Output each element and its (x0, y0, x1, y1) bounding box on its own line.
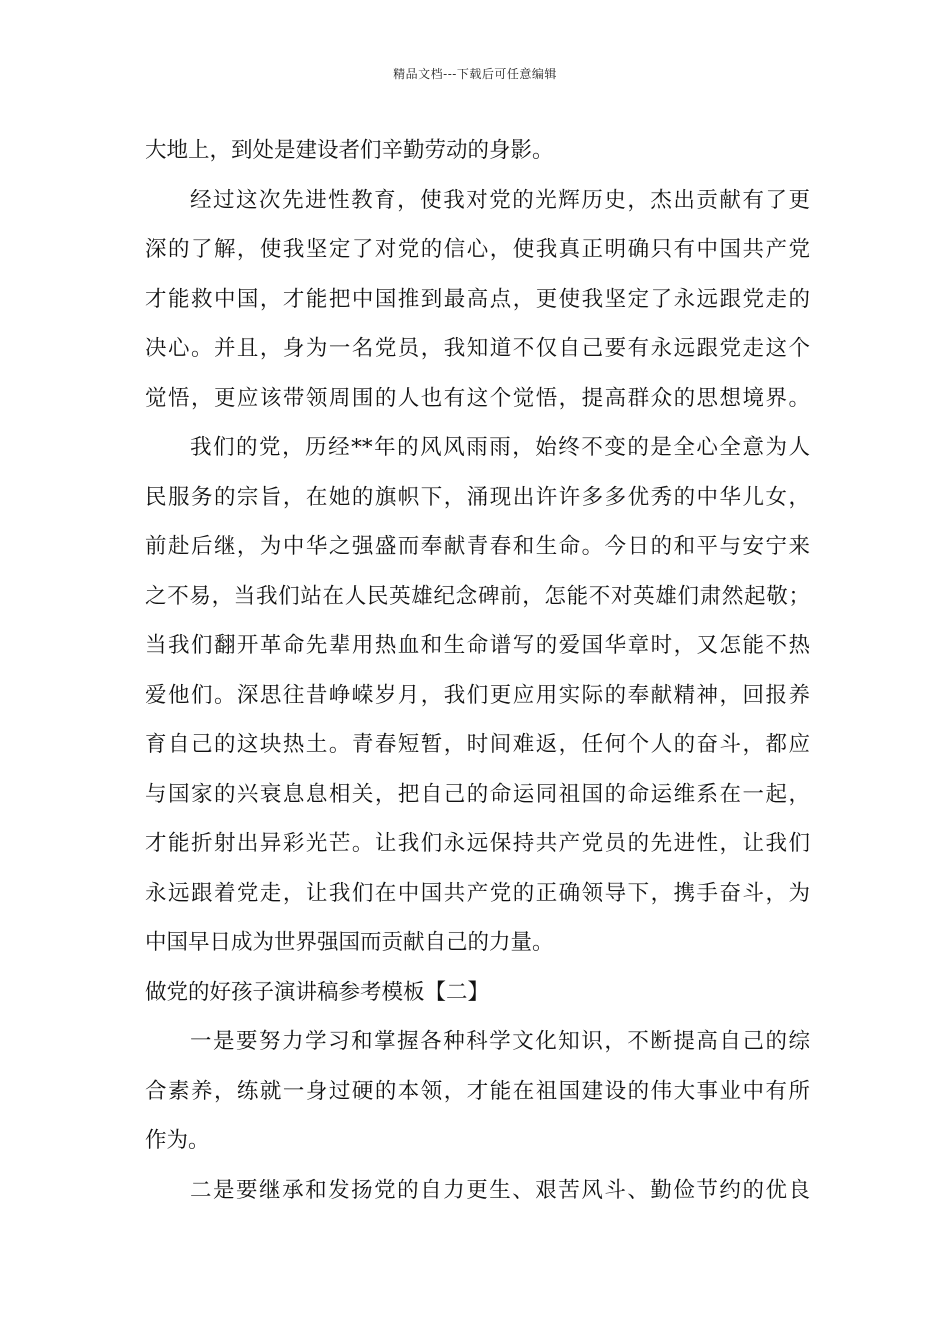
body-text (145, 126, 810, 1215)
text-line: 深的了解，使我坚定了对党的信心，使我真正明确只有中国共产党 (145, 237, 810, 262)
text-line: 才能救中国，才能把中国推到最高点，更使我坚定了永远跟党走的 (145, 286, 810, 312)
text-line: 我们的党，历经**年的风风雨雨，始终不变的是全心全意为人 (190, 435, 810, 460)
page-header: 精品文档---下载后可任意编辑 (393, 67, 557, 81)
text-line: 民服务的宗旨，在她的旗帜下，涌现出许许多多优秀的中华儿女， (145, 484, 810, 510)
text-line: 二是要继承和发扬党的自力更生、艰苦风斗、勤俭节约的优良 (190, 1177, 810, 1203)
text-line: 一是要努力学习和掌握各种科学文化知识，不断提高自己的综 (190, 1029, 810, 1054)
text-line: 前赴后继，为中华之强盛而奉献青春和生命。今日的和平与安宁来 (145, 534, 810, 559)
text-line: 作为。 (145, 1128, 210, 1153)
text-line: 合素养，练就一身过硬的本领，才能在祖国建设的伟大事业中有所 (145, 1078, 810, 1104)
text-line: 爱他们。深思往昔峥嵘岁月，我们更应用实际的奉献精神，回报养 (145, 682, 810, 708)
text-line: 育自己的这块热土。青春短暂，时间难返，任何个人的奋斗，都应 (145, 732, 810, 757)
text-line: 决心。并且，身为一名党员，我知道不仅自己要有永远跟党走这个 (145, 336, 810, 361)
text-line: 之不易，当我们站在人民英雄纪念碑前，怎能不对英雄们肃然起敬； (145, 583, 810, 609)
text-line: 永远跟着党走，让我们在中国共产党的正确领导下，携手奋斗，为 (145, 880, 810, 906)
text-line: 与国家的兴衰息息相关，把自己的命运同祖国的命运维系在一起， (145, 781, 810, 807)
text-line: 做党的好孩子演讲稿参考模板【二】 (145, 979, 490, 1005)
text-line: 觉悟，更应该带领周围的人也有这个觉悟，提高群众的思想境界。 (145, 385, 810, 411)
text-line: 当我们翻开革命先辈用热血和生命谱写的爱国华章时，又怎能不热 (145, 633, 810, 658)
text-line: 中国早日成为世界强国而贡献自己的力量。 (145, 930, 554, 955)
text-line: 才能折射出异彩光芒。让我们永远保持共产党员的先进性，让我们 (145, 831, 810, 856)
text-line: 大地上，到处是建设者们辛勤劳动的身影。 (145, 138, 554, 163)
text-line: 经过这次先进性教育，使我对党的光辉历史，杰出贡献有了更 (190, 187, 810, 213)
